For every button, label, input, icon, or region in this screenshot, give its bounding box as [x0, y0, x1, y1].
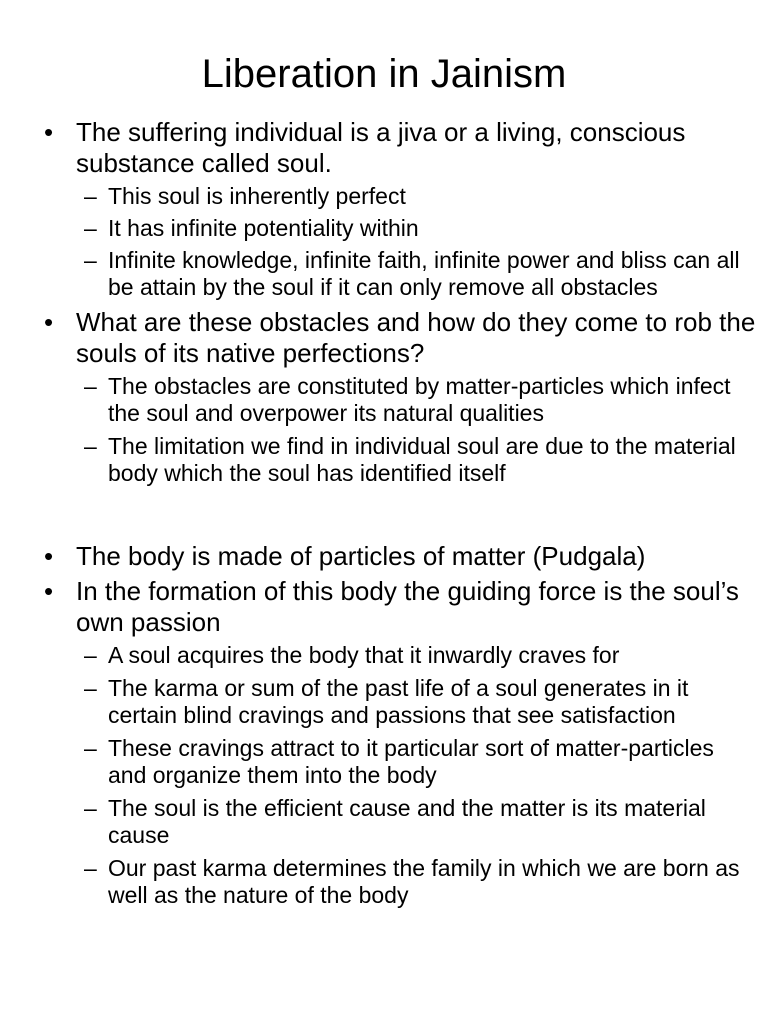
- sub-point: [0, 735, 768, 789]
- sub-point-text: The limitation we find in individual soul are due to the material body which the soul has identified itself: [108, 433, 736, 486]
- bullet-text: What are these obstacles and how do they come to rob the souls of its native perfections?: [76, 307, 756, 368]
- sub-point: [0, 247, 768, 301]
- dash-marker: –: [84, 675, 97, 701]
- sub-point-text: The soul is the efficient cause and the matter is its material cause: [108, 795, 706, 848]
- sub-list: [0, 183, 768, 301]
- dash-marker: –: [84, 433, 97, 459]
- sub-point: [0, 642, 768, 669]
- sub-point: [0, 433, 768, 487]
- sub-point-text: Our past karma determines the family in which we are born as well as the nature of the body: [108, 855, 740, 908]
- dash-marker: –: [84, 247, 97, 273]
- bullet-point: [0, 307, 768, 369]
- sub-point-text: Infinite knowledge, infinite faith, infinite power and bliss can all be attain by the soul if it can only remove all obstacles: [108, 247, 740, 300]
- sub-point-text: It has infinite potentiality within: [108, 215, 419, 241]
- bullet-marker: •: [44, 576, 54, 606]
- sub-point: [0, 675, 768, 729]
- bullet-text: In the formation of this body the guiding force is the soul’s own passion: [76, 576, 739, 637]
- bullet-point: [0, 541, 768, 572]
- dash-marker: –: [84, 855, 97, 881]
- dash-marker: –: [84, 183, 97, 209]
- bullet-marker: •: [44, 117, 54, 147]
- dash-marker: –: [84, 642, 97, 668]
- bullet-point: [0, 576, 768, 638]
- sub-point-text: These cravings attract to it particular sort of matter-particles and organize them into the body: [108, 735, 714, 788]
- sub-point-text: This soul is inherently perfect: [108, 183, 406, 209]
- bullet-marker: •: [44, 307, 54, 337]
- sub-point-text: A soul acquires the body that it inwardly craves for: [108, 642, 620, 668]
- slide-content: [0, 117, 768, 915]
- sub-point: [0, 215, 768, 242]
- sub-point: [0, 183, 768, 210]
- dash-marker: –: [84, 735, 97, 761]
- dash-marker: –: [84, 795, 97, 821]
- sub-point-text: The karma or sum of the past life of a soul generates in it certain blind cravings and passions that see satisfaction: [108, 675, 689, 728]
- dash-marker: –: [84, 215, 97, 241]
- bullet-text: The body is made of particles of matter (Pudgala): [76, 541, 646, 571]
- slide-title: Liberation in Jainism: [201, 52, 567, 96]
- sub-point: [0, 795, 768, 849]
- bullet-point: [0, 117, 768, 179]
- sub-point: [0, 855, 768, 909]
- dash-marker: –: [84, 373, 97, 399]
- bullet-marker: •: [44, 541, 54, 571]
- sub-point-text: The obstacles are constituted by matter-particles which infect the soul and overpower its natural qualities: [108, 373, 731, 426]
- bullet-text: The suffering individual is a jiva or a living, conscious substance called soul.: [76, 117, 686, 178]
- spacer: [0, 493, 768, 541]
- sub-list: [0, 373, 768, 487]
- sub-point: [0, 373, 768, 427]
- sub-list: [0, 642, 768, 909]
